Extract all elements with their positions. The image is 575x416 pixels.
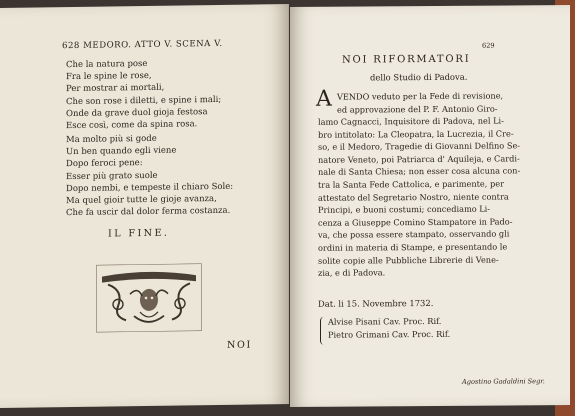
catchword: NOI (227, 339, 252, 351)
body-line: va, che possa essere stampato, osservando gli (318, 228, 510, 241)
left-page (0, 4, 289, 408)
body-line: Principi, e buoni costumi; concediamo Li- (318, 203, 491, 215)
brace-mark (320, 317, 324, 345)
secretary-signature: Agostino Gadaldini Segr. (462, 377, 545, 386)
signatory: Alvise Pisani Cav. Proc. Rif. (328, 315, 442, 327)
verse-line: Dopo nembi, e tempeste il chiaro Sole: (66, 181, 234, 194)
body-line: natore Veneto, poi Patriarca d' Aquileja, e Cardi- (318, 153, 520, 165)
verse-line: Un ben quando egli viene (66, 145, 177, 158)
body-line: so, e il Medoro, Tragedie di Giovanni Delfino Se- (318, 140, 521, 152)
license-date: Dat. li 15. Novembre 1732. (318, 297, 434, 309)
verse-line: Che fa uscir dal dolor ferma costanza. (66, 206, 231, 219)
verse-line: Fra le spine le rose, (66, 71, 152, 83)
body-line: cenza a Giuseppe Comino Stampatore in Pado- (318, 216, 513, 228)
verse-line: Esser più grato suole (66, 170, 158, 182)
left-page-header: 628 MEDORO. ATTO V. SCENA V. (62, 38, 223, 52)
verse-line: Per mostrar ai mortali, (66, 83, 165, 95)
drop-cap: A (316, 86, 332, 112)
document-title: NOI RIFORMATORI (342, 53, 471, 66)
body-line: ordini in materia di Stampe, e presentando le (318, 241, 508, 253)
body-line: nale di Santa Chiesa; non esser cosa alcuna con- (318, 165, 521, 178)
verse-line: Dopo feroci pene: (66, 158, 143, 170)
body-line: lamo Cagnacci, Inquisitore di Padova, nel Li- (318, 115, 504, 127)
verse-line: Che son rose i diletti, e spine i mali; (66, 94, 222, 107)
verse-line: Onde da grave duol gioja festosa (66, 106, 208, 119)
body-line: tra la Santa Fede Cattolica, e parimente, per (318, 178, 504, 190)
page-number: 629 (482, 41, 495, 50)
verse-line: Ma molto più si gode (66, 133, 157, 146)
license-body-cont (318, 114, 520, 279)
signatories (328, 315, 450, 342)
license-body (337, 89, 503, 115)
verse-stanza-1 (66, 57, 221, 132)
body-line: bro intitolato: La Cleopatra, la Lucrezia, il Cre- (318, 128, 514, 140)
verse-line: Esce così, come da spina rosa. (66, 119, 198, 132)
end-label: IL FINE. (108, 227, 170, 240)
verse-line: Che la natura pose (66, 58, 148, 71)
signatory: Pietro Grimani Cav. Proc. Rif. (328, 328, 451, 340)
body-line: solite copie alle Pubbliche Librerie di Vene- (318, 254, 499, 266)
decorative-ornament-icon (96, 263, 202, 332)
document-subtitle: dello Studio di Padova. (370, 71, 468, 83)
body-line: VENDO veduto per la Fede di revisione, (337, 90, 504, 102)
verse-stanza-2 (66, 132, 233, 220)
body-line: zia, e di Padova. (318, 267, 386, 278)
right-page (290, 5, 570, 407)
body-line: attestato del Segretario Nostro, niente contra (318, 191, 509, 203)
verse-line: Ma quel gioir tutte le gioje avanza, (66, 194, 217, 207)
body-line: ed approvazione del P. F. Antonio Giro- (337, 103, 498, 115)
